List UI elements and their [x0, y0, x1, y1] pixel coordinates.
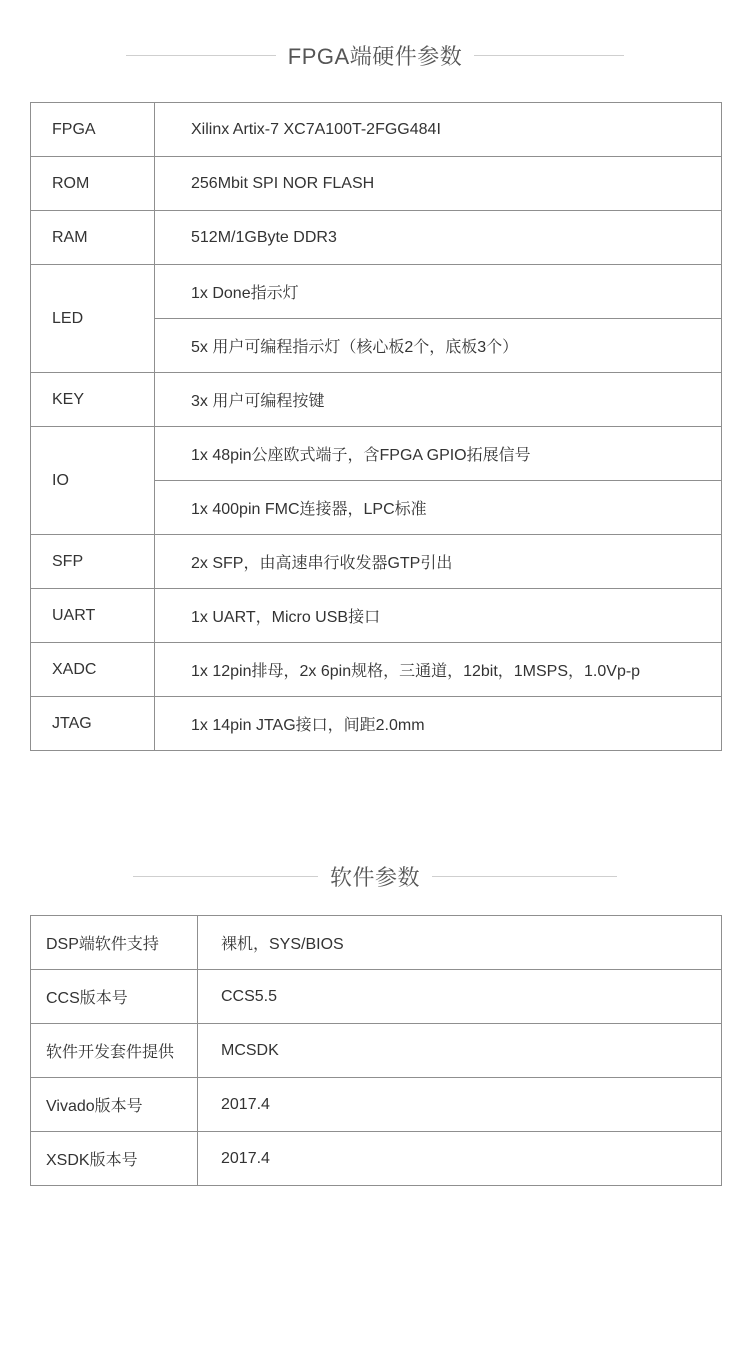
spec-value: 1x Done指示灯	[155, 265, 722, 319]
spec-label: UART	[31, 589, 155, 643]
spec-value: 1x UART，Micro USB接口	[155, 589, 722, 643]
table-row	[31, 535, 722, 589]
spec-value: 2x SFP，由高速串行收发器GTP引出	[155, 535, 722, 589]
spec-value: 2017.4	[198, 1132, 722, 1186]
spec-value: 1x 48pin公座欧式端子，含FPGA GPIO拓展信号	[155, 427, 722, 481]
spec-value: 5x 用户可编程指示灯（核心板2个，底板3个）	[155, 319, 722, 373]
software-spec-table	[30, 915, 722, 1186]
title-divider-right	[474, 55, 624, 56]
table-row	[31, 697, 722, 751]
table-row	[31, 157, 722, 211]
spec-label: 软件开发套件提供	[31, 1024, 198, 1078]
table-row	[31, 1132, 722, 1186]
table-row	[31, 589, 722, 643]
spec-value: 1x 14pin JTAG接口，间距2.0mm	[155, 697, 722, 751]
spec-label: JTAG	[31, 697, 155, 751]
spec-value: CCS5.5	[198, 970, 722, 1024]
software-title: 软件参数	[329, 864, 420, 890]
spec-label: ROM	[31, 157, 155, 211]
spec-value: 1x 12pin排母，2x 6pin规格，三通道，12bit，1MSPS，1.0Vp-p	[155, 643, 722, 697]
hardware-title: FPGA端硬件参数	[287, 43, 463, 69]
title-divider-right	[432, 876, 617, 877]
spec-label: FPGA	[31, 103, 155, 157]
spec-label: LED	[31, 265, 155, 373]
hardware-section-title	[0, 35, 750, 75]
spec-label: XSDK版本号	[31, 1132, 198, 1186]
hardware-spec-table	[30, 102, 722, 751]
spec-label: XADC	[31, 643, 155, 697]
spec-label: SFP	[31, 535, 155, 589]
title-divider-left	[126, 55, 276, 56]
table-row	[31, 373, 722, 427]
spec-label: CCS版本号	[31, 970, 198, 1024]
table-row	[31, 427, 722, 481]
table-row	[31, 211, 722, 265]
table-row	[31, 1078, 722, 1132]
table-row	[31, 103, 722, 157]
spec-value: 2017.4	[198, 1078, 722, 1132]
spec-value: MCSDK	[198, 1024, 722, 1078]
spec-value: 裸机，SYS/BIOS	[198, 916, 722, 970]
spec-value: 256Mbit SPI NOR FLASH	[155, 157, 722, 211]
table-row	[31, 970, 722, 1024]
spec-value: Xilinx Artix-7 XC7A100T-2FGG484I	[155, 103, 722, 157]
title-divider-left	[133, 876, 318, 877]
table-row	[31, 1024, 722, 1078]
spec-value: 1x 400pin FMC连接器，LPC标准	[155, 481, 722, 535]
software-section-title	[0, 856, 750, 896]
spec-label: IO	[31, 427, 155, 535]
spec-label: KEY	[31, 373, 155, 427]
table-row	[31, 265, 722, 319]
table-row	[31, 643, 722, 697]
spec-label: Vivado版本号	[31, 1078, 198, 1132]
spec-label: RAM	[31, 211, 155, 265]
spec-value: 3x 用户可编程按键	[155, 373, 722, 427]
table-row	[31, 916, 722, 970]
spec-value: 512M/1GByte DDR3	[155, 211, 722, 265]
spec-label: DSP端软件支持	[31, 916, 198, 970]
